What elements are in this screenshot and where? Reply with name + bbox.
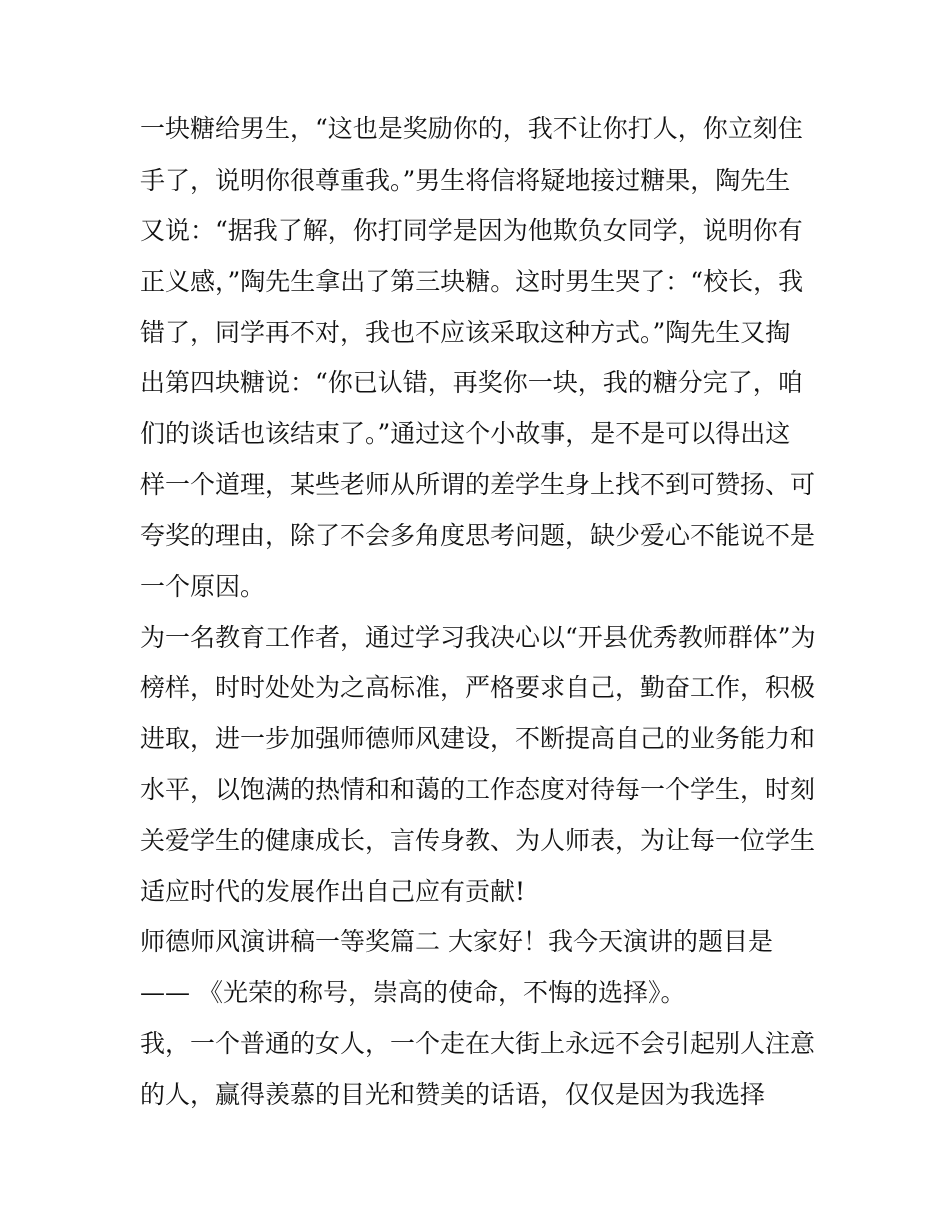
text-line: 关爱学生的健康成长，言传身教、为人师表，为让每一位学生 <box>140 826 816 855</box>
speech-title-line: —— 《光荣的称号，崇高的使命，不悔的选择》。 <box>140 978 686 1007</box>
text-line: 水平，以饱满的热情和和蔼的工作态度对待每一个学生，时刻 <box>140 775 816 804</box>
text-line: 样一个道理，某些老师从所谓的差学生身上找不到可赞扬、可 <box>140 470 816 499</box>
text-line: 又说：“据我了解，你打同学是因为他欺负女同学，说明你有 <box>140 216 803 245</box>
text-line: 们的谈话也该结束了。”通过这个小故事，是不是可以得出这 <box>140 419 791 448</box>
text-line: 错了，同学再不对，我也不应该采取这种方式。”陶先生又掏 <box>140 318 791 347</box>
text-line: 夸奖的理由，除了不会多角度思考问题，缺少爱心不能说不是 <box>140 521 816 550</box>
text-line: 的人，赢得羡慕的目光和赞美的话语，仅仅是因为我选择 <box>140 1080 766 1109</box>
text-line: 正义感，”陶先生拿出了第三块糖。这时男生哭了：“校长，我 <box>140 267 804 296</box>
text-line: 手了，说明你很尊重我。”男生将信将疑地接过糖果，陶先生 <box>140 166 791 195</box>
text-line: 榜样，时时处处为之高标准，严格要求自己，勤奋工作，积极 <box>140 673 816 702</box>
section-heading-line: 师德师风演讲稿一等奖篇二 大家好！我今天演讲的题目是 <box>140 927 773 956</box>
text-line: 为一名教育工作者，通过学习我决心以“开县优秀教师群体”为 <box>140 623 816 652</box>
text-line: 适应时代的发展作出自己应有贡献! <box>140 877 526 906</box>
text-line: 进取，进一步加强师德师风建设，不断提高自己的业务能力和 <box>140 724 816 753</box>
text-line: 出第四块糖说：“你已认错，再奖你一块，我的糖分完了，咱 <box>140 368 803 397</box>
text-line: 一个原因。 <box>140 572 266 601</box>
text-line: 一块糖给男生，“这也是奖励你的，我不让你打人，你立刻住 <box>140 114 803 143</box>
text-line: 我，一个普通的女人，一个走在大街上永远不会引起别人注意 <box>140 1029 816 1058</box>
